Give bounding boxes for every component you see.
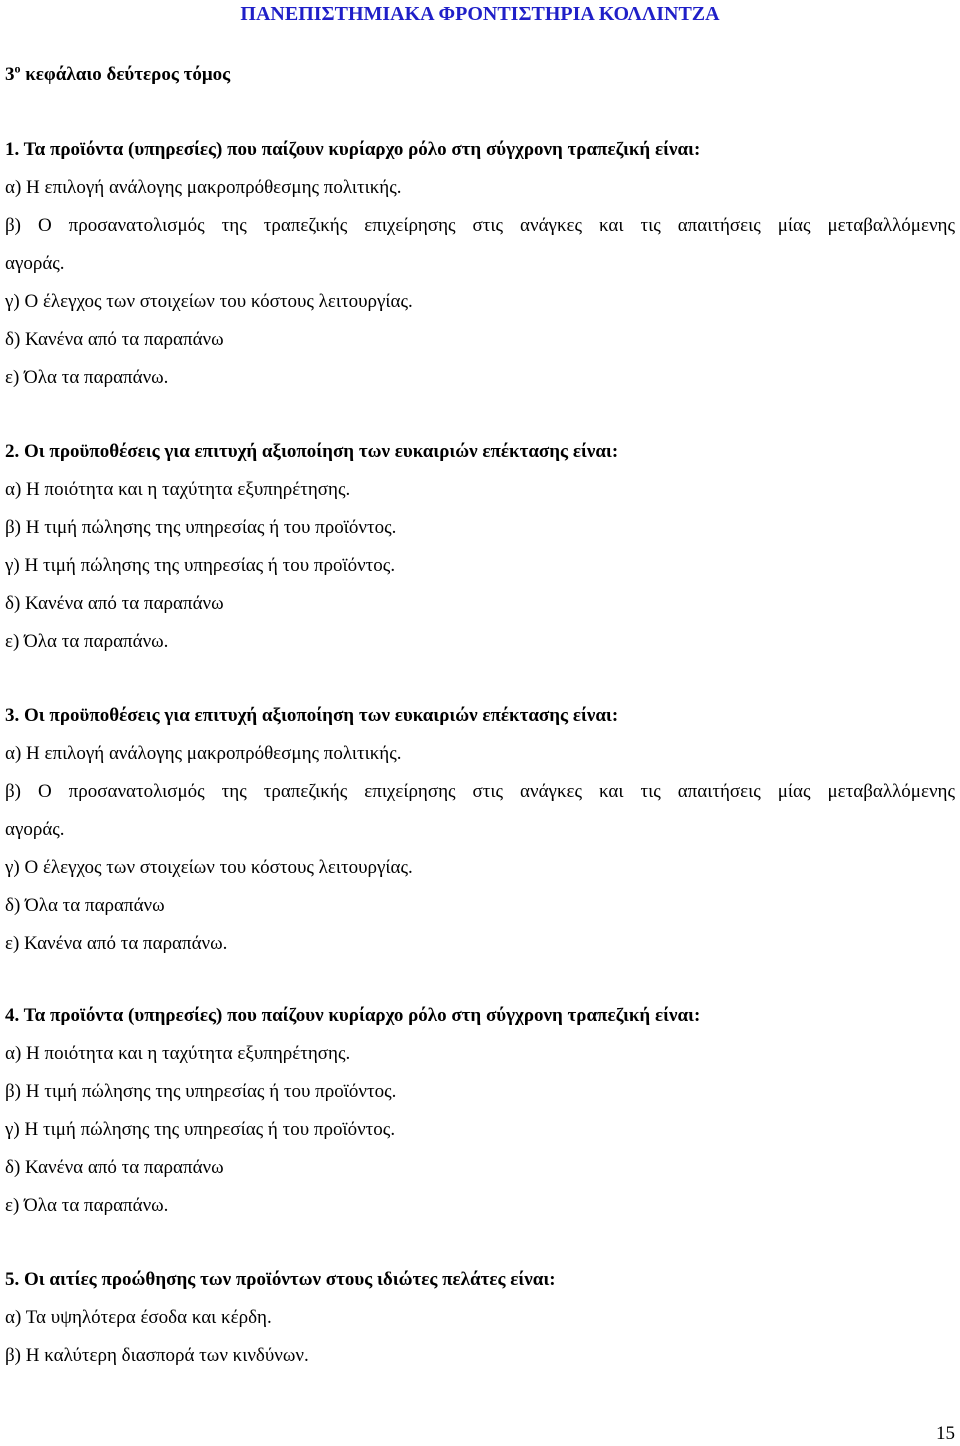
page-header-title: ΠΑΝΕΠΙΣΤΗΜΙΑΚΑ ΦΡΟΝΤΙΣΤΗΡΙΑ ΚΟΛΛΙΝΤΖΑ	[240, 3, 720, 25]
question-text: 5. Οι αιτίες προώθησης των προϊόντων στους ιδιώτες πελάτες είναι:	[5, 1269, 556, 1290]
answer-option: δ) Κανένα από τα παραπάνω	[5, 593, 224, 614]
chapter-number: 3	[5, 64, 15, 85]
answer-option: β) Η καλύτερη διασπορά των κινδύνων.	[5, 1345, 309, 1366]
answer-option: ε) Όλα τα παραπάνω.	[5, 367, 169, 388]
answer-option: α) Η επιλογή ανάλογης μακροπρόθεσμης πολιτικής.	[5, 177, 402, 198]
question-block-5	[5, 1261, 955, 1375]
answer-option: α) Η ποιότητα και η ταχύτητα εξυπηρέτησης.	[5, 1043, 351, 1064]
answer-option: ε) Όλα τα παραπάνω.	[5, 631, 169, 652]
question-block-2	[5, 433, 955, 661]
answer-option: β) Ο προσανατολισμός της τραπεζικής επιχείρησης στις ανάγκες και τις απαιτήσεις μίας μεταβαλλόμενης	[5, 781, 955, 802]
answer-option: γ) Η τιμή πώλησης της υπηρεσίας ή του προϊόντος.	[5, 555, 396, 576]
answer-option: α) Τα υψηλότερα έσοδα και κέρδη.	[5, 1307, 272, 1328]
question-block-4	[5, 997, 955, 1225]
answer-option: β) Η τιμή πώλησης της υπηρεσίας ή του προϊόντος.	[5, 517, 397, 538]
answer-option-continuation: αγοράς.	[5, 253, 65, 274]
answer-option: γ) Η τιμή πώλησης της υπηρεσίας ή του προϊόντος.	[5, 1119, 396, 1140]
answer-option-continuation: αγοράς.	[5, 819, 65, 840]
answer-option: α) Η ποιότητα και η ταχύτητα εξυπηρέτησης.	[5, 479, 351, 500]
answer-option: γ) Ο έλεγχος των στοιχείων του κόστους λειτουργίας.	[5, 291, 413, 312]
answer-option: ε) Όλα τα παραπάνω.	[5, 1195, 169, 1216]
chapter-superscript: ο	[14, 61, 21, 76]
chapter-heading	[5, 62, 230, 88]
question-text: 4. Τα προϊόντα (υπηρεσίες) που παίζουν κυρίαρχο ρόλο στη σύγχρονη τραπεζική είναι:	[5, 1005, 701, 1026]
question-text: 3. Οι προϋποθέσεις για επιτυχή αξιοποίηση των ευκαιριών επέκτασης είναι:	[5, 705, 619, 726]
answer-option: β) Ο προσανατολισμός της τραπεζικής επιχείρησης στις ανάγκες και τις απαιτήσεις μίας μεταβαλλόμενης	[5, 215, 955, 236]
answer-option: ε) Κανένα από τα παραπάνω.	[5, 933, 228, 954]
answer-option: δ) Όλα τα παραπάνω	[5, 895, 165, 916]
page-number: 15	[936, 1423, 955, 1444]
question-text: 1. Τα προϊόντα (υπηρεσίες) που παίζουν κυρίαρχο ρόλο στη σύγχρονη τραπεζική είναι:	[5, 139, 701, 160]
answer-option: γ) Ο έλεγχος των στοιχείων του κόστους λειτουργίας.	[5, 857, 413, 878]
answer-option: α) Η επιλογή ανάλογης μακροπρόθεσμης πολιτικής.	[5, 743, 402, 764]
chapter-label: κεφάλαιο δεύτερος τόμος	[20, 64, 231, 85]
answer-option: β) Η τιμή πώλησης της υπηρεσίας ή του προϊόντος.	[5, 1081, 397, 1102]
answer-option: δ) Κανένα από τα παραπάνω	[5, 329, 224, 350]
question-block-3	[5, 697, 955, 963]
question-text: 2. Οι προϋποθέσεις για επιτυχή αξιοποίηση των ευκαιριών επέκτασης είναι:	[5, 441, 619, 462]
answer-option: δ) Κανένα από τα παραπάνω	[5, 1157, 224, 1178]
question-block-1	[5, 131, 955, 397]
